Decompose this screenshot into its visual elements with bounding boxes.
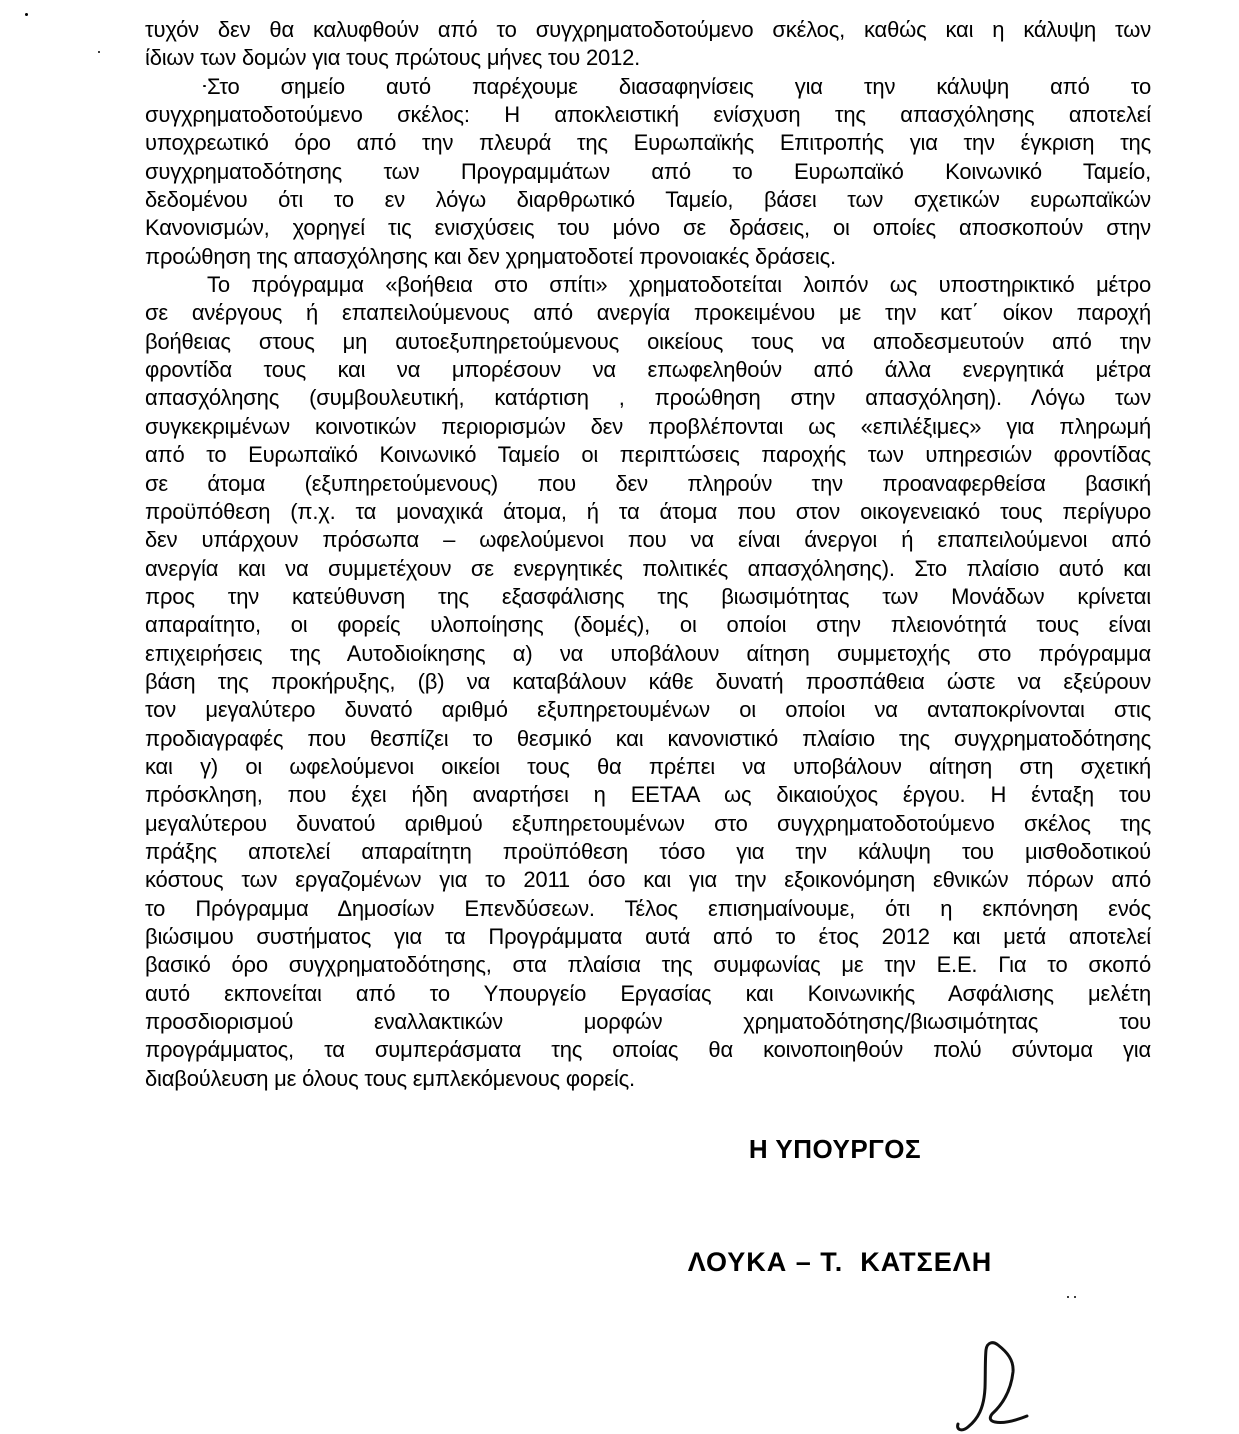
text-line: σε άτομα (εξυπηρετούμενους) που δεν πληρούν την προαναφερθείσα βασική [145,470,1151,496]
text-line: ανεργία και να συμμετέχουν σε ενεργητικές πολιτικές απασχόλησης). Στο πλαίσιο αυτό και [145,555,1151,581]
signatory-name: ΛΟΥΚΑ – Τ. ΚΑΤΣΕΛΗ [687,1247,993,1277]
body-text [145,16,1151,1093]
scan-noise-speck [1074,1296,1076,1298]
text-line: Κανονισμών, χορηγεί τις ενισχύσεις του μόνο σε δράσεις, οι οποίες αποσκοπούν στην [145,215,1151,241]
text-line: διαβούλευση με όλους τους εμπλεκόμενους φορείς. [145,1065,635,1091]
text-line: κόστους των εργαζομένων για το 2011 όσο και για την εξοικονόμηση εθνικών πόρων από [145,867,1151,893]
text-line: δεν υπάρχουν πρόσωπα – ωφελούμενοι που να είναι άνεργοι ή επαπειλούμενοι από [145,527,1151,553]
text-line: προϋπόθεση (π.χ. τα μοναχικά άτομα, ή τα άτομα που στον οικογενειακό τους περίγυρο [145,498,1151,524]
text-line: βασικό όρο συγχρηματοδότησης, στα πλαίσια της συμφωνίας με την Ε.Ε. Για το σκοπό [145,952,1151,978]
text-line: βιώσιμου συστήματος για τα Προγράμματα αυτά από το έτος 2012 και μετά αποτελεί [145,924,1151,949]
text-line: Το πρόγραμμα «βοήθεια στο σπίτι» χρηματοδοτείται λοιπόν ως υποστηρικτικό μέτρο [207,272,1151,298]
text-line: τον μεγαλύτερο δυνατό αριθμό εξυπηρετουμένων οι οποίοι να ανταποκρίνονται στις [145,697,1151,723]
scan-noise-speck [1067,1296,1069,1298]
text-line: απασχόλησης (συμβουλευτική, κατάρτιση , προώθηση στην απασχόληση). Λόγω των [145,385,1151,411]
text-line: πρόσκληση, που έχει ήδη αναρτήσει η ΕΕΤΑΑ ως δικαιούχος έργου. Η ένταξη του [145,782,1151,808]
text-line: απαραίτητο, οι φορείς υλοποίησης (δομές), οι οποίοι στην πλειονότητά τους είναι [145,612,1151,638]
text-line: προς την κατεύθυνση της εξασφάλισης της βιωσιμότητας των Μονάδων κρίνεται [145,583,1151,609]
text-line: συγχρηματοδοτούμενο σκέλος: Η αποκλειστική ενίσχυση της απασχόλησης αποτελεί [145,102,1151,128]
text-line: προγράμματος, τα συμπεράσματα της οποίας θα κοινοποιηθούν πολύ σύντομα για [145,1037,1151,1063]
text-line: τυχόν δεν θα καλυφθούν από το συγχρηματοδοτούμενο σκέλος, καθώς και η κάλυψη των [145,17,1151,42]
text-line: ίδιων των δομών για τους πρώτους μήνες του 2012. [145,45,641,71]
text-line: από το Ευρωπαϊκό Κοινωνικό Ταμείο οι περιπτώσεις παροχής των υπηρεσιών φροντίδας [145,442,1151,468]
scan-noise-speck [203,85,206,87]
text-line: συγκεκριμένων κοινοτικών περιορισμών δεν προβλέπονται ως «επιλέξιμες» για πληρωμή [145,413,1151,439]
scan-noise-speck [25,13,28,16]
scan-noise-speck [98,51,100,53]
signatory-title: Η ΥΠΟΥΡΓΟΣ [748,1134,922,1164]
text-line: φροντίδα τους και να μπορέσουν να επωφεληθούν από άλλα ενεργητικά μέτρα [145,357,1151,383]
text-line: δεδομένου ότι το εν λόγω διαρθρωτικό Ταμείο, βάσει των σχετικών ευρωπαϊκών [145,187,1151,213]
handwritten-signature-mark [945,1330,1055,1434]
text-line: σε ανέργους ή επαπειλούμενους από ανεργία προκειμένου με την κατ΄ οίκον παροχή [145,300,1151,326]
text-line: προσδιορισμού εναλλακτικών μορφών χρηματοδότησης/βιωσιμότητας του [145,1009,1151,1035]
text-line: υποχρεωτικό όρο από την πλευρά της Ευρωπαϊκής Επιτροπής για την έγκριση της [145,130,1151,156]
text-line: βάση της προκήρυξης, (β) να καταβάλουν κάθε δυνατή προσπάθεια ώστε να εξεύρουν [145,668,1151,694]
text-line: μεγαλύτερου δυνατού αριθμού εξυπηρετουμένων στο συγχρηματοδοτούμενο σκέλος της [145,810,1151,836]
text-line: προώθηση της απασχόλησης και δεν χρηματοδοτεί προνοιακές δράσεις. [145,243,836,269]
text-line: το Πρόγραμμα Δημοσίων Επενδύσεων. Τέλος επισημαίνουμε, ότι η εκπόνηση ενός [145,895,1151,921]
text-line: και γ) οι ωφελούμενοι οικείοι τους θα πρέπει να υποβάλουν αίτηση στη σχετική [145,753,1151,779]
text-line: συγχρηματοδότησης των Προγραμμάτων από το Ευρωπαϊκό Κοινωνικό Ταμείο, [145,158,1151,184]
text-line: βοήθειας στους μη αυτοεξυπηρετούμενους οικείους τους να αποδεσμευτούν από την [145,328,1151,354]
text-line: επιχειρήσεις της Αυτοδιοίκησης α) να υποβάλουν αίτηση συμμετοχής στο πρόγραμμα [145,640,1151,666]
text-line: πράξης αποτελεί απαραίτητη προϋπόθεση τόσο για την κάλυψη του μισθοδοτικού [145,838,1151,864]
text-line: προδιαγραφές που θεσπίζει το θεσμικό και κανονιστικό πλαίσιο της συγχρηματοδότησης [145,725,1151,751]
text-line: Στο σημείο αυτό παρέχουμε διασαφηνίσεις για την κάλυψη από το [207,73,1151,99]
text-line: αυτό εκπονείται από το Υπουργείο Εργασίας και Κοινωνικής Ασφάλισης μελέτη [145,980,1151,1006]
